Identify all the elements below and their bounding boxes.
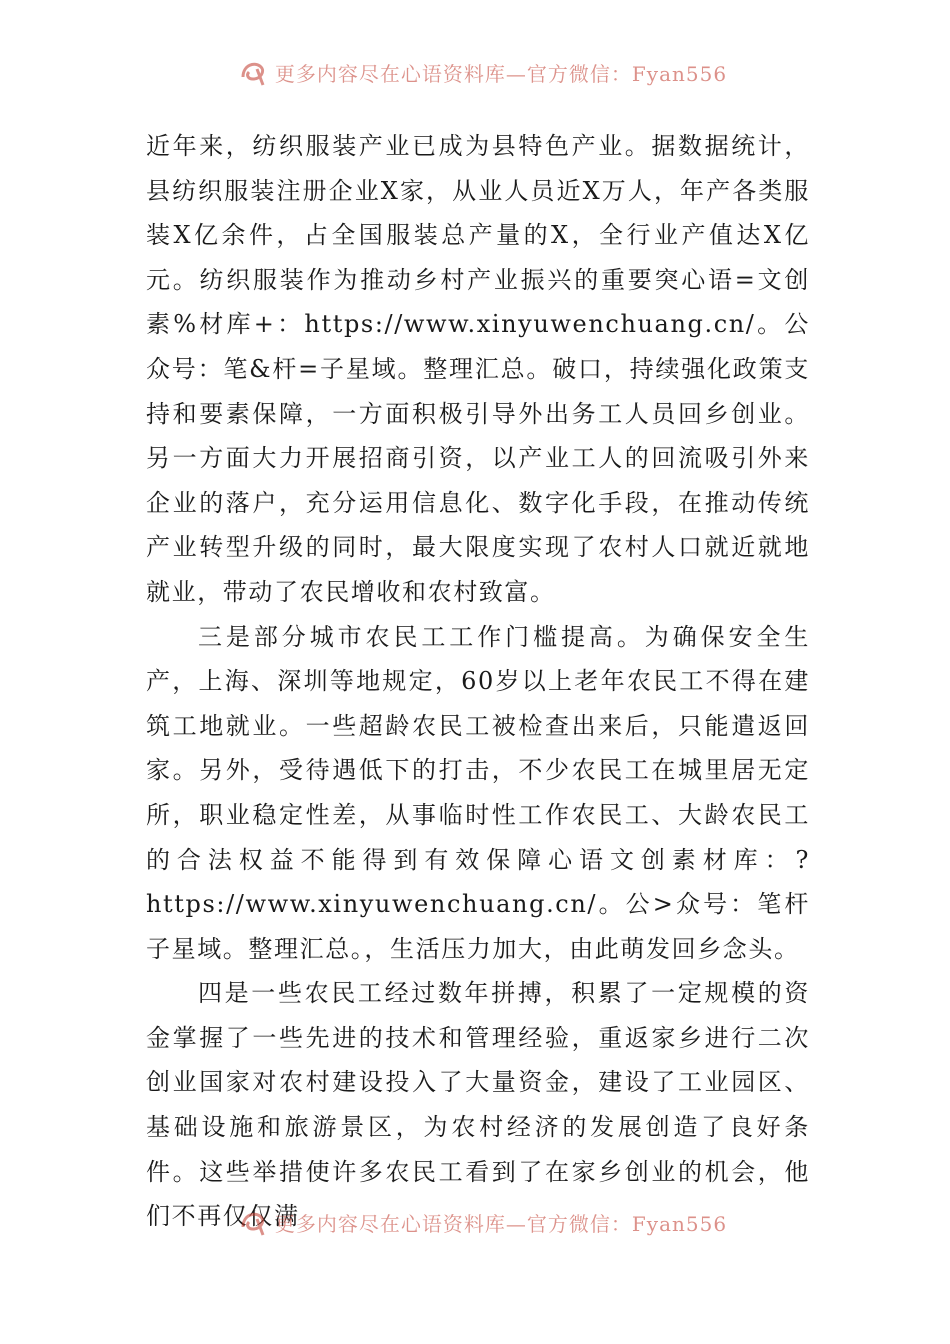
- document-body: [146, 124, 810, 1239]
- header-banner-text: 更多内容尽在心语资料库—官方微信：Fyan556: [274, 61, 728, 86]
- logo-icon: [237, 1205, 271, 1239]
- logo-icon: [237, 55, 271, 89]
- header-watermark-banner: [232, 52, 732, 92]
- paragraph-1: 近年来，纺织服装产业已成为县特色产业。据数据统计，县纺织服装注册企业X家，从业人员近X万人，年产各类服装X亿余件，占全国服装总产量的X，全行业产值达X亿元。纺织服装作为推动乡村产业振兴的重要突心语=文创素%材库+：https://www.xinyuwenchuang.cn/。公众号：笔&杆=子星域。整理汇总。破口，持续强化政策支持和要素保障，一方面积极引导外出务工人员回乡创业。另一方面大力开展招商引资，以产业工人的回流吸引外来企业的落户，充分运用信息化、数字化手段，在推动传统产业转型升级的同时，最大限度实现了农村人口就近就地就业，带动了农民增收和农村致富。: [146, 132, 810, 606]
- paragraph-3: 四是一些农民工经过数年拼搏，积累了一定规模的资金掌握了一些先进的技术和管理经验，重返家乡进行二次创业国家对农村建设投入了大量资金，建设了工业园区、基础设施和旅游景区，为农村经济的发展创造了良好条件。这些举措使许多农民工看到了在家乡创业的机会，他们不再仅仅满: [146, 979, 810, 1231]
- footer-watermark-banner: [232, 1202, 732, 1242]
- footer-banner-text: 更多内容尽在心语资料库—官方微信：Fyan556: [274, 1211, 728, 1236]
- paragraph-2: 三是部分城市农民工工作门槛提高。为确保安全生产，上海、深圳等地规定，60岁以上老年农民工不得在建筑工地就业。一些超龄农民工被检查出来后，只能遣返回家。另外，受待遇低下的打击，不少农民工在城里居无定所，职业稳定性差，从事临时性工作农民工、大龄农民工的合法权益不能得到有效保障心语文创素材库：?https://www.xinyuwenchuang.cn/。公>众号：笔杆子星域。整理汇总。，生活压力加大，由此萌发回乡念头。: [146, 622, 810, 963]
